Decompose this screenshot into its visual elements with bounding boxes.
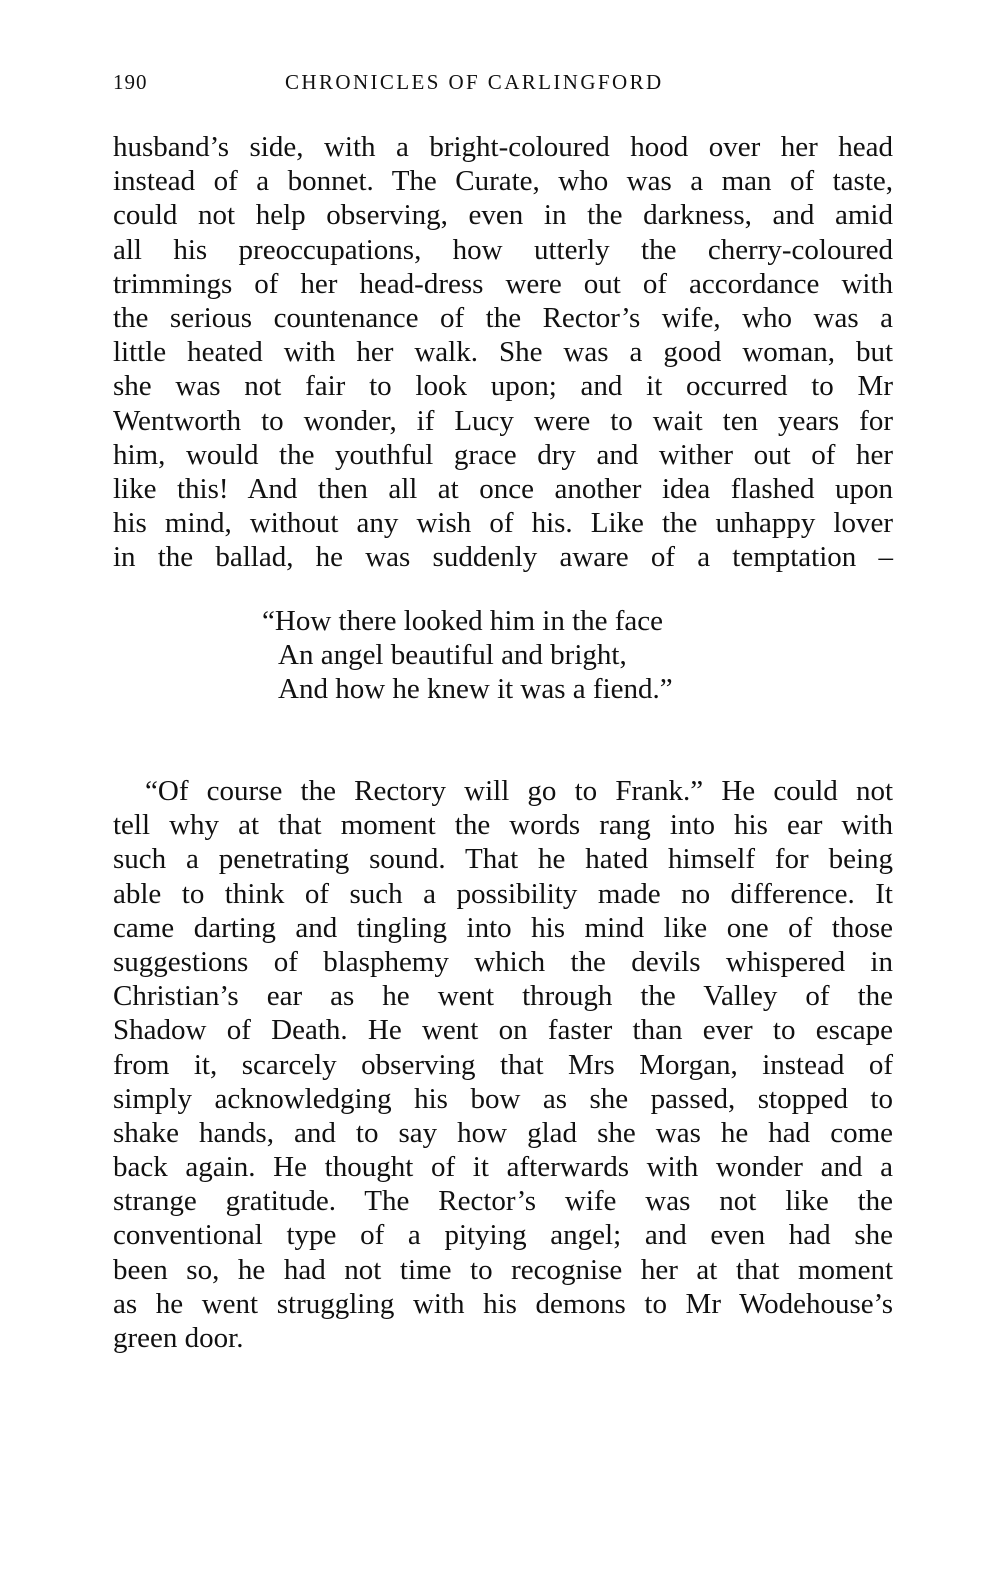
text-line: Wentworth to wonder, if Lucy were to wait ten years for: [113, 404, 893, 437]
text-line: back again. He thought of it afterwards with wonder and a: [113, 1151, 893, 1184]
text-line: conventional type of a pitying angel; and even had she: [113, 1219, 893, 1252]
verse-quotation: [262, 604, 822, 707]
text-line: in the ballad, he was suddenly aware of a temptation –: [113, 541, 893, 574]
text-line: little heated with her walk. She was a good woman, but: [113, 336, 893, 369]
paragraph-1: [113, 130, 893, 574]
verse-line: “How there looked him in the face: [262, 605, 664, 637]
text-line: as he went struggling with his demons to Mr Wodehouse’s: [113, 1287, 893, 1320]
text-line: able to think of such a possibility made no difference. It: [113, 877, 893, 910]
text-line: like this! And then all at once another idea flashed upon: [113, 472, 893, 505]
text-line: trimmings of her head-dress were out of accordance with: [113, 267, 893, 300]
text-line: could not help observing, even in the darkness, and amid: [113, 199, 893, 232]
text-line: she was not fair to look upon; and it occurred to Mr: [113, 370, 893, 403]
text-line: Christian’s ear as he went through the Valley of the: [113, 980, 893, 1013]
text-line: strange gratitude. The Rector’s wife was not like the: [113, 1185, 893, 1218]
text-line: the serious countenance of the Rector’s wife, who was a: [113, 301, 893, 334]
text-line: his mind, without any wish of his. Like the unhappy lover: [113, 507, 893, 540]
text-line: him, would the youthful grace dry and wither out of her: [113, 438, 893, 471]
paragraph-2: [113, 774, 893, 1355]
text-line: Shadow of Death. He went on faster than ever to escape: [113, 1014, 893, 1047]
text-line: “Of course the Rectory will go to Frank.” He could not: [145, 775, 893, 807]
running-title: CHRONICLES OF CARLINGFORD: [285, 70, 664, 94]
text-line: shake hands, and to say how glad she was he had come: [113, 1116, 893, 1149]
text-line: green door.: [113, 1322, 244, 1354]
text-line: instead of a bonnet. The Curate, who was a man of taste,: [113, 165, 893, 198]
text-line: husband’s side, with a bright-coloured hood over her head: [113, 131, 893, 163]
text-line: been so, he had not time to recognise her at that moment: [113, 1253, 893, 1286]
text-line: came darting and tingling into his mind like one of those: [113, 911, 893, 944]
running-head: [113, 70, 893, 102]
verse-line: An angel beautiful and bright,: [278, 639, 627, 672]
text-line: suggestions of blasphemy which the devils whispered in: [113, 945, 893, 978]
text-line: such a penetrating sound. That he hated himself for being: [113, 843, 893, 876]
text-line: from it, scarcely observing that Mrs Morgan, instead of: [113, 1048, 893, 1081]
verse-line: And how he knew it was a fiend.”: [278, 673, 673, 706]
text-line: all his preoccupations, how utterly the cherry-coloured: [113, 233, 893, 266]
text-line: simply acknowledging his bow as she passed, stopped to: [113, 1082, 893, 1115]
text-line: tell why at that moment the words rang into his ear with: [113, 809, 893, 842]
page-number: 190: [113, 70, 148, 94]
